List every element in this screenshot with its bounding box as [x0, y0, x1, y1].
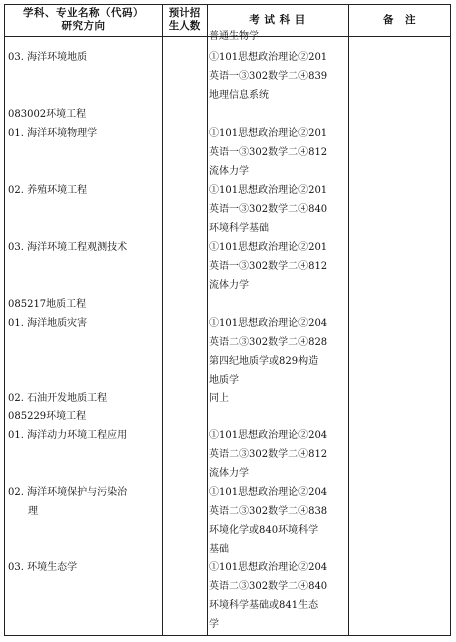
major-row: 085229环境工程 [8, 411, 87, 422]
subject-line: 英语二③302数学二④828 [209, 337, 328, 348]
direction-row: 03. 海洋环境工程观测技术 [8, 242, 128, 253]
subject-line: ①101思想政治理论②204 [209, 318, 328, 329]
direction-row: 01. 海洋地质灾害 [8, 318, 88, 329]
admissions-table [4, 4, 451, 636]
subject-line: 第四纪地质学或829构造 [209, 356, 319, 367]
header-enrollment [162, 7, 207, 33]
direction-row: 03. 海洋环境地质 [8, 52, 88, 63]
subject-line: ①101思想政治理论②204 [209, 562, 328, 573]
direction-row: 01. 海洋环境物理学 [8, 128, 98, 139]
subject-line: 英语二③302数学二④812 [209, 449, 328, 460]
subject-line: 流体力学 [209, 166, 249, 177]
subject-line: ①101思想政治理论②201 [209, 242, 328, 253]
header-enrollment-line1: 预计招 [168, 7, 201, 19]
major-row: 085217地质工程 [8, 299, 87, 310]
subject-line: 英语一③302数学二④839 [209, 71, 328, 82]
direction-row: 02. 石油开发地质工程 [8, 393, 108, 404]
column-divider [348, 5, 349, 635]
subject-line: 普通生物学 [209, 31, 259, 42]
subject-line: 环境化学或840环境科学 [209, 525, 319, 536]
subject-line: ①101思想政治理论②204 [209, 487, 328, 498]
subject-line: ①101思想政治理论②201 [209, 52, 328, 63]
subject-line: ①101思想政治理论②204 [209, 430, 328, 441]
column-divider [207, 5, 208, 635]
subject-line: 环境科学基础 [209, 223, 269, 234]
direction-row-continued: 理 [28, 506, 38, 517]
direction-row: 02. 养殖环境工程 [8, 185, 88, 196]
subject-line: 环境科学基础或841生态 [209, 600, 319, 611]
subject-line: 英语一③302数学二④812 [209, 147, 328, 158]
direction-row: 01. 海洋动力环境工程应用 [8, 430, 128, 441]
direction-row: 03. 环境生态学 [8, 562, 78, 573]
subject-line: ①101思想政治理论②201 [209, 128, 328, 139]
subject-line: 英语二③302数学二④840 [209, 581, 328, 592]
column-divider [162, 5, 163, 635]
subject-line: 地理信息系统 [209, 90, 269, 101]
subject-line: 流体力学 [209, 468, 249, 479]
header-major [5, 7, 162, 33]
header-enrollment-line2: 生人数 [168, 20, 201, 32]
subject-line: 流体力学 [209, 280, 249, 291]
subject-line: 学 [209, 619, 219, 630]
header-subjects: 考 试 科 目 [249, 14, 306, 26]
header-major-line2: 研究方向 [61, 20, 106, 32]
subject-line: 英语一③302数学二④812 [209, 261, 328, 272]
subject-line: 英语一③302数学二④840 [209, 204, 328, 215]
direction-row: 02. 海洋环境保护与污染治 [8, 487, 128, 498]
subject-line: 基础 [209, 544, 229, 555]
subject-line: ①101思想政治理论②201 [209, 185, 328, 196]
subject-line: 英语二③302数学二④838 [209, 506, 328, 517]
header-notes: 备 注 [383, 14, 416, 26]
major-row: 083002环境工程 [8, 109, 87, 120]
subject-line: 地质学 [209, 375, 239, 386]
header-major-line1: 学科、专业名称（代码） [23, 7, 144, 19]
subject-line: 同上 [209, 393, 229, 404]
